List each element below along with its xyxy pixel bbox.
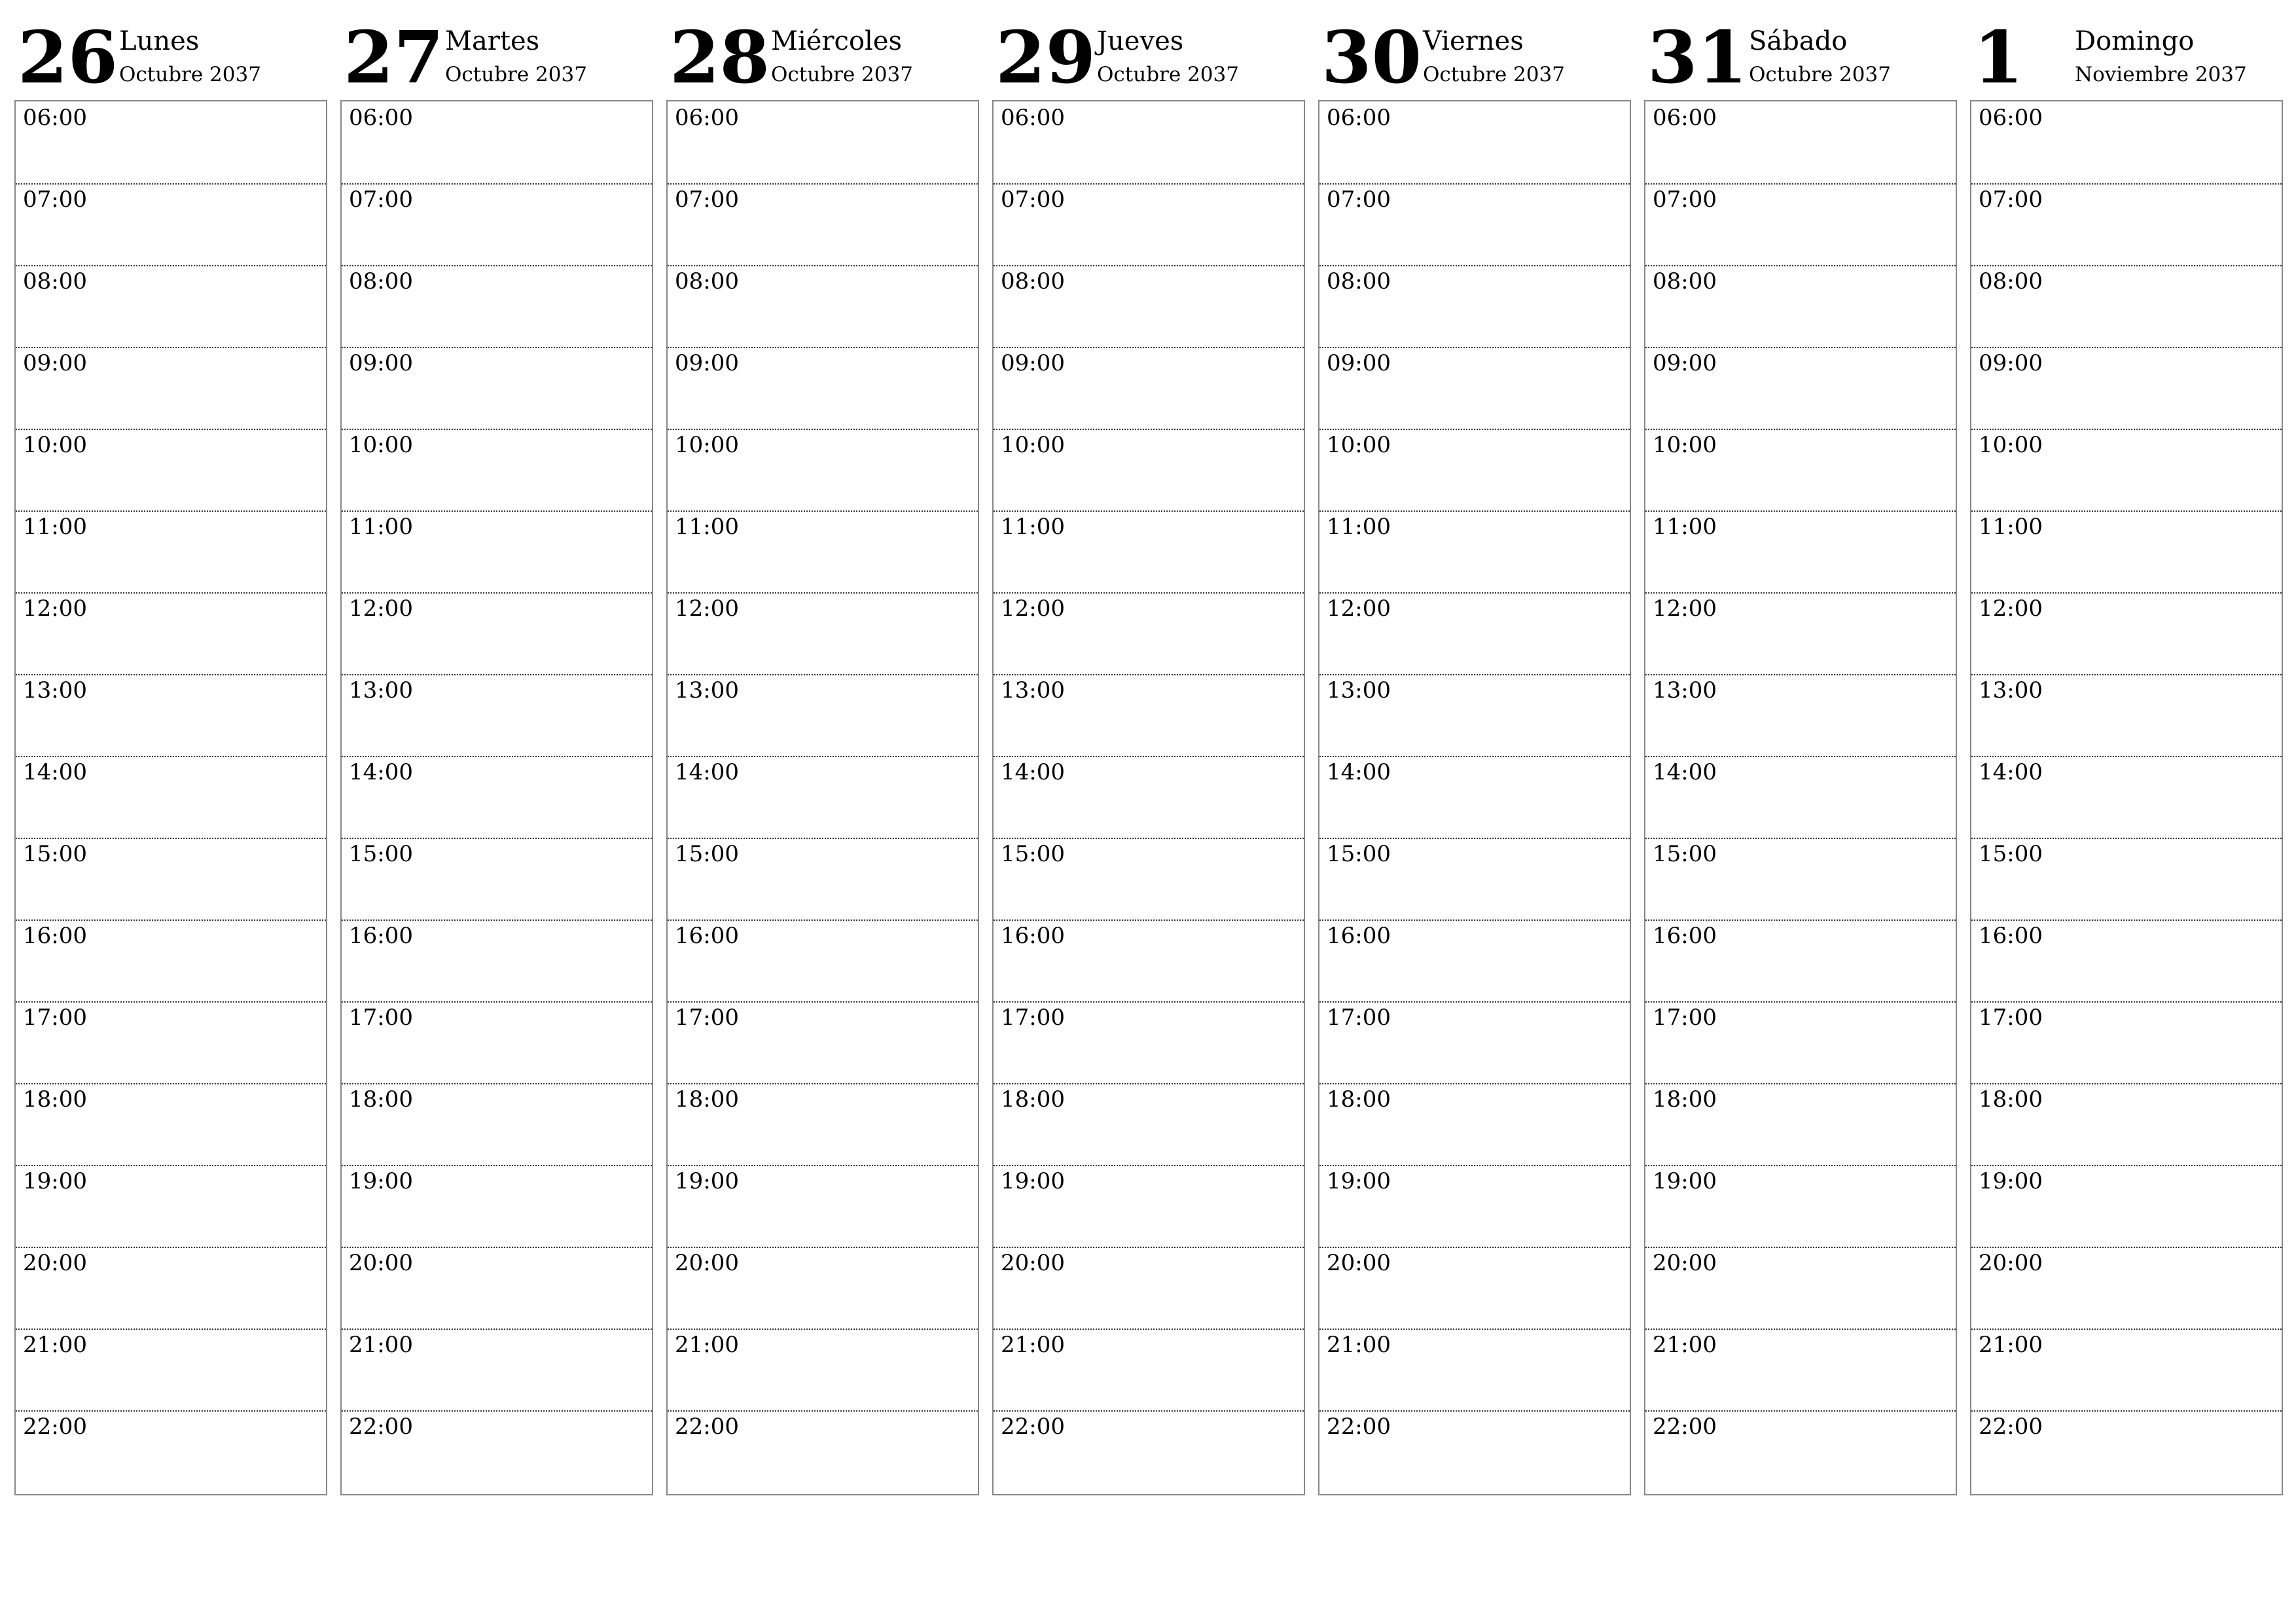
hour-label: 12:00 <box>675 596 739 622</box>
hour-slot <box>994 183 1304 266</box>
hour-slot <box>668 265 978 348</box>
hour-slot <box>16 674 326 757</box>
hour-label: 18:00 <box>1979 1086 2043 1113</box>
hour-slot <box>1645 919 1956 1003</box>
day-number: 28 <box>670 15 770 99</box>
hour-label: 06:00 <box>675 105 739 131</box>
hour-label: 14:00 <box>1327 759 1391 785</box>
hour-slot <box>668 1247 978 1330</box>
hour-label: 06:00 <box>1979 105 2043 131</box>
hour-label: 13:00 <box>675 677 739 704</box>
hour-slot <box>1319 510 1630 594</box>
hour-slot <box>1319 347 1630 430</box>
day-schedule-box <box>1318 100 1631 1495</box>
hour-label: 07:00 <box>1653 187 1717 213</box>
hour-slot <box>16 347 326 430</box>
hour-slot <box>668 756 978 839</box>
hour-label: 14:00 <box>1653 759 1717 785</box>
month-year-label: Octubre 2037 <box>1423 63 1565 86</box>
hour-label: 20:00 <box>23 1250 87 1276</box>
weekday-label: Domingo <box>2075 26 2195 56</box>
hour-label: 15:00 <box>1653 841 1717 867</box>
hour-slot <box>342 347 652 430</box>
weekday-label: Viernes <box>1423 26 1524 56</box>
hour-slot <box>1319 1410 1630 1492</box>
hour-slot <box>1971 101 2282 185</box>
hour-label: 09:00 <box>23 350 87 376</box>
hour-slot <box>16 592 326 675</box>
hour-label: 14:00 <box>1979 759 2043 785</box>
hour-slot <box>342 674 652 757</box>
hour-slot <box>1971 183 2282 266</box>
hour-slot <box>1971 1329 2282 1412</box>
hour-label: 17:00 <box>1327 1005 1391 1031</box>
hour-slot <box>342 1001 652 1084</box>
hour-slot <box>1645 510 1956 594</box>
hour-slot <box>16 919 326 1003</box>
hour-slot <box>342 101 652 185</box>
hour-slot <box>16 756 326 839</box>
hour-slot <box>668 674 978 757</box>
hour-label: 06:00 <box>1653 105 1717 131</box>
hour-slot <box>994 1247 1304 1330</box>
hour-slot <box>668 347 978 430</box>
month-year-label: Octubre 2037 <box>771 63 913 86</box>
day-schedule-box <box>992 100 1305 1495</box>
day-number: 26 <box>18 15 118 99</box>
hour-label: 19:00 <box>1327 1168 1391 1194</box>
hour-label: 21:00 <box>1327 1332 1391 1358</box>
hour-slot <box>1971 1247 2282 1330</box>
hour-label: 08:00 <box>1327 268 1391 294</box>
hour-slot <box>994 1001 1304 1084</box>
hour-slot <box>1319 919 1630 1003</box>
hour-slot <box>1971 919 2282 1003</box>
hour-slot <box>1971 756 2282 839</box>
day-schedule-box <box>1970 100 2283 1495</box>
hour-slot <box>16 1329 326 1412</box>
hour-slot <box>668 510 978 594</box>
hour-label: 08:00 <box>1979 268 2043 294</box>
hour-slot <box>342 1247 652 1330</box>
hour-slot <box>1319 838 1630 921</box>
hour-slot <box>994 756 1304 839</box>
hour-label: 11:00 <box>1653 514 1717 540</box>
hour-slot <box>16 1247 326 1330</box>
hour-label: 21:00 <box>1979 1332 2043 1358</box>
hour-label: 21:00 <box>23 1332 87 1358</box>
hour-slot <box>1971 1083 2282 1166</box>
hour-slot <box>1971 838 2282 921</box>
hour-label: 21:00 <box>1001 1332 1065 1358</box>
hour-label: 09:00 <box>1327 350 1391 376</box>
hour-label: 22:00 <box>23 1414 87 1440</box>
hour-label: 16:00 <box>1653 923 1717 949</box>
hour-label: 11:00 <box>1979 514 2043 540</box>
hour-label: 12:00 <box>23 596 87 622</box>
hour-label: 17:00 <box>349 1005 413 1031</box>
hour-slot <box>342 510 652 594</box>
hour-label: 10:00 <box>349 432 413 458</box>
hour-label: 22:00 <box>349 1414 413 1440</box>
hour-label: 08:00 <box>675 268 739 294</box>
hour-slot <box>1319 183 1630 266</box>
hour-label: 16:00 <box>675 923 739 949</box>
hour-slot <box>16 1083 326 1166</box>
hour-slot <box>994 101 1304 185</box>
hour-slot <box>1971 265 2282 348</box>
hour-slot <box>16 183 326 266</box>
hour-label: 10:00 <box>23 432 87 458</box>
hour-label: 07:00 <box>1327 187 1391 213</box>
hour-label: 11:00 <box>349 514 413 540</box>
hour-slot <box>1645 674 1956 757</box>
hour-label: 17:00 <box>23 1005 87 1031</box>
hour-label: 10:00 <box>1979 432 2043 458</box>
hour-slot <box>1645 183 1956 266</box>
weekday-label: Sábado <box>1749 26 1848 56</box>
hour-slot <box>16 1165 326 1248</box>
hour-slot <box>1319 1329 1630 1412</box>
month-year-label: Noviembre 2037 <box>2075 63 2247 86</box>
hour-label: 15:00 <box>1979 841 2043 867</box>
hour-label: 16:00 <box>1327 923 1391 949</box>
day-number: 30 <box>1321 15 1422 99</box>
hour-slot <box>668 1329 978 1412</box>
hour-label: 11:00 <box>675 514 739 540</box>
hour-slot <box>1645 347 1956 430</box>
hour-label: 12:00 <box>1979 596 2043 622</box>
hour-label: 12:00 <box>349 596 413 622</box>
hour-label: 07:00 <box>23 187 87 213</box>
hour-label: 11:00 <box>23 514 87 540</box>
hour-slot <box>668 1001 978 1084</box>
hour-label: 21:00 <box>1653 1332 1717 1358</box>
hour-label: 17:00 <box>675 1005 739 1031</box>
hour-slot <box>668 101 978 185</box>
hour-label: 19:00 <box>349 1168 413 1194</box>
hour-slot <box>16 429 326 512</box>
hour-label: 17:00 <box>1001 1005 1065 1031</box>
day-header <box>992 0 1305 98</box>
day-schedule-box <box>666 100 979 1495</box>
hour-slot <box>994 1410 1304 1492</box>
hour-label: 13:00 <box>1001 677 1065 704</box>
hour-slot <box>668 919 978 1003</box>
hour-slot <box>342 429 652 512</box>
hour-slot <box>994 429 1304 512</box>
hour-slot <box>16 838 326 921</box>
hour-slot <box>668 1165 978 1248</box>
month-year-label: Octubre 2037 <box>1097 63 1239 86</box>
day-header <box>1644 0 1957 98</box>
hour-slot <box>994 838 1304 921</box>
hour-label: 09:00 <box>1001 350 1065 376</box>
hour-slot <box>1971 674 2282 757</box>
hour-label: 20:00 <box>1001 1250 1065 1276</box>
hour-slot <box>1319 429 1630 512</box>
hour-slot <box>994 592 1304 675</box>
day-schedule-box <box>1644 100 1957 1495</box>
hour-label: 18:00 <box>1001 1086 1065 1113</box>
hour-label: 15:00 <box>1327 841 1391 867</box>
hour-label: 15:00 <box>23 841 87 867</box>
hour-label: 21:00 <box>349 1332 413 1358</box>
hour-slot <box>342 838 652 921</box>
hour-label: 06:00 <box>1327 105 1391 131</box>
hour-slot <box>1319 1247 1630 1330</box>
weekday-label: Martes <box>445 26 540 56</box>
hour-label: 06:00 <box>349 105 413 131</box>
hour-label: 22:00 <box>1001 1414 1065 1440</box>
hour-label: 19:00 <box>1001 1168 1065 1194</box>
hour-label: 20:00 <box>349 1250 413 1276</box>
hour-slot <box>1645 1247 1956 1330</box>
hour-label: 06:00 <box>23 105 87 131</box>
day-schedule-box <box>340 100 653 1495</box>
hour-label: 18:00 <box>349 1086 413 1113</box>
hour-slot <box>994 510 1304 594</box>
hour-slot <box>342 265 652 348</box>
hour-label: 13:00 <box>1327 677 1391 704</box>
hour-label: 19:00 <box>1653 1168 1717 1194</box>
day-header <box>14 0 327 98</box>
hour-label: 10:00 <box>1001 432 1065 458</box>
hour-slot <box>1645 838 1956 921</box>
hour-label: 09:00 <box>349 350 413 376</box>
hour-slot <box>994 347 1304 430</box>
hour-label: 18:00 <box>675 1086 739 1113</box>
hour-label: 07:00 <box>349 187 413 213</box>
hour-label: 10:00 <box>675 432 739 458</box>
hour-label: 20:00 <box>1327 1250 1391 1276</box>
hour-label: 19:00 <box>23 1168 87 1194</box>
hour-slot <box>1971 510 2282 594</box>
hour-label: 22:00 <box>675 1414 739 1440</box>
hour-label: 15:00 <box>1001 841 1065 867</box>
hour-label: 08:00 <box>1653 268 1717 294</box>
hour-slot <box>16 101 326 185</box>
hour-label: 12:00 <box>1653 596 1717 622</box>
hour-slot <box>1319 756 1630 839</box>
hour-label: 18:00 <box>23 1086 87 1113</box>
hour-label: 07:00 <box>675 187 739 213</box>
hour-slot <box>1645 1410 1956 1492</box>
hour-slot <box>1971 1410 2282 1492</box>
hour-label: 16:00 <box>1979 923 2043 949</box>
hour-label: 09:00 <box>675 350 739 376</box>
hour-label: 19:00 <box>675 1168 739 1194</box>
hour-label: 22:00 <box>1979 1414 2043 1440</box>
day-number: 29 <box>996 15 1096 99</box>
hour-label: 06:00 <box>1001 105 1065 131</box>
hour-slot <box>994 1165 1304 1248</box>
hour-label: 11:00 <box>1327 514 1391 540</box>
month-year-label: Octubre 2037 <box>1749 63 1891 86</box>
hour-label: 17:00 <box>1979 1005 2043 1031</box>
hour-label: 20:00 <box>1653 1250 1717 1276</box>
hour-label: 10:00 <box>1327 432 1391 458</box>
hour-slot <box>1645 1001 1956 1084</box>
hour-slot <box>1319 592 1630 675</box>
hour-label: 19:00 <box>1979 1168 2043 1194</box>
hour-label: 22:00 <box>1327 1414 1391 1440</box>
hour-label: 08:00 <box>23 268 87 294</box>
weekday-label: Lunes <box>119 26 200 56</box>
hour-slot <box>1971 1001 2282 1084</box>
hour-slot <box>668 429 978 512</box>
hour-slot <box>1319 1001 1630 1084</box>
hour-slot <box>1319 1083 1630 1166</box>
hour-slot <box>668 1083 978 1166</box>
hour-slot <box>994 674 1304 757</box>
hour-label: 07:00 <box>1979 187 2043 213</box>
hour-label: 20:00 <box>1979 1250 2043 1276</box>
hour-label: 14:00 <box>23 759 87 785</box>
hour-label: 12:00 <box>1001 596 1065 622</box>
hour-slot <box>1319 1165 1630 1248</box>
hour-slot <box>1645 1329 1956 1412</box>
hour-slot <box>1319 265 1630 348</box>
hour-label: 11:00 <box>1001 514 1065 540</box>
day-header <box>1970 0 2283 98</box>
day-schedule-box <box>14 100 327 1495</box>
hour-label: 17:00 <box>1653 1005 1717 1031</box>
hour-slot <box>1971 1165 2282 1248</box>
hour-label: 12:00 <box>1327 596 1391 622</box>
hour-slot <box>16 265 326 348</box>
hour-slot <box>994 919 1304 1003</box>
hour-slot <box>1319 674 1630 757</box>
hour-slot <box>1645 1165 1956 1248</box>
hour-slot <box>1645 592 1956 675</box>
hour-slot <box>1971 429 2282 512</box>
hour-slot <box>668 183 978 266</box>
hour-label: 09:00 <box>1653 350 1717 376</box>
hour-label: 13:00 <box>23 677 87 704</box>
hour-label: 18:00 <box>1653 1086 1717 1113</box>
weekday-label: Jueves <box>1097 26 1184 56</box>
hour-slot <box>342 1083 652 1166</box>
weekday-label: Miércoles <box>771 26 903 56</box>
month-year-label: Octubre 2037 <box>445 63 587 86</box>
hour-label: 21:00 <box>675 1332 739 1358</box>
hour-slot <box>668 1410 978 1492</box>
hour-slot <box>994 1083 1304 1166</box>
hour-slot <box>342 183 652 266</box>
month-year-label: Octubre 2037 <box>119 63 261 86</box>
hour-label: 16:00 <box>23 923 87 949</box>
hour-label: 10:00 <box>1653 432 1717 458</box>
hour-label: 13:00 <box>1979 677 2043 704</box>
hour-label: 14:00 <box>675 759 739 785</box>
hour-slot <box>1645 101 1956 185</box>
hour-label: 14:00 <box>349 759 413 785</box>
hour-label: 09:00 <box>1979 350 2043 376</box>
hour-slot <box>342 1410 652 1492</box>
hour-label: 13:00 <box>1653 677 1717 704</box>
hour-label: 15:00 <box>675 841 739 867</box>
hour-label: 20:00 <box>675 1250 739 1276</box>
hour-label: 08:00 <box>349 268 413 294</box>
hour-slot <box>1319 101 1630 185</box>
day-header <box>666 0 979 98</box>
hour-slot <box>342 1165 652 1248</box>
hour-slot <box>1645 1083 1956 1166</box>
hour-slot <box>668 592 978 675</box>
hour-label: 16:00 <box>1001 923 1065 949</box>
day-header <box>340 0 653 98</box>
hour-slot <box>1971 347 2282 430</box>
hour-slot <box>342 919 652 1003</box>
hour-slot <box>1971 592 2282 675</box>
day-header <box>1318 0 1631 98</box>
hour-label: 18:00 <box>1327 1086 1391 1113</box>
hour-label: 22:00 <box>1653 1414 1717 1440</box>
hour-label: 15:00 <box>349 841 413 867</box>
hour-slot <box>16 1410 326 1492</box>
hour-slot <box>342 592 652 675</box>
hour-label: 13:00 <box>349 677 413 704</box>
hour-label: 16:00 <box>349 923 413 949</box>
hour-label: 14:00 <box>1001 759 1065 785</box>
hour-slot <box>1645 265 1956 348</box>
hour-slot <box>342 1329 652 1412</box>
day-number: 31 <box>1647 15 1748 99</box>
day-number: 27 <box>344 15 444 99</box>
hour-slot <box>342 756 652 839</box>
hour-label: 07:00 <box>1001 187 1065 213</box>
hour-slot <box>1645 756 1956 839</box>
hour-slot <box>16 510 326 594</box>
hour-slot <box>16 1001 326 1084</box>
hour-slot <box>1645 429 1956 512</box>
day-number: 1 <box>1973 15 2024 99</box>
hour-slot <box>994 265 1304 348</box>
hour-label: 08:00 <box>1001 268 1065 294</box>
hour-slot <box>994 1329 1304 1412</box>
hour-slot <box>668 838 978 921</box>
